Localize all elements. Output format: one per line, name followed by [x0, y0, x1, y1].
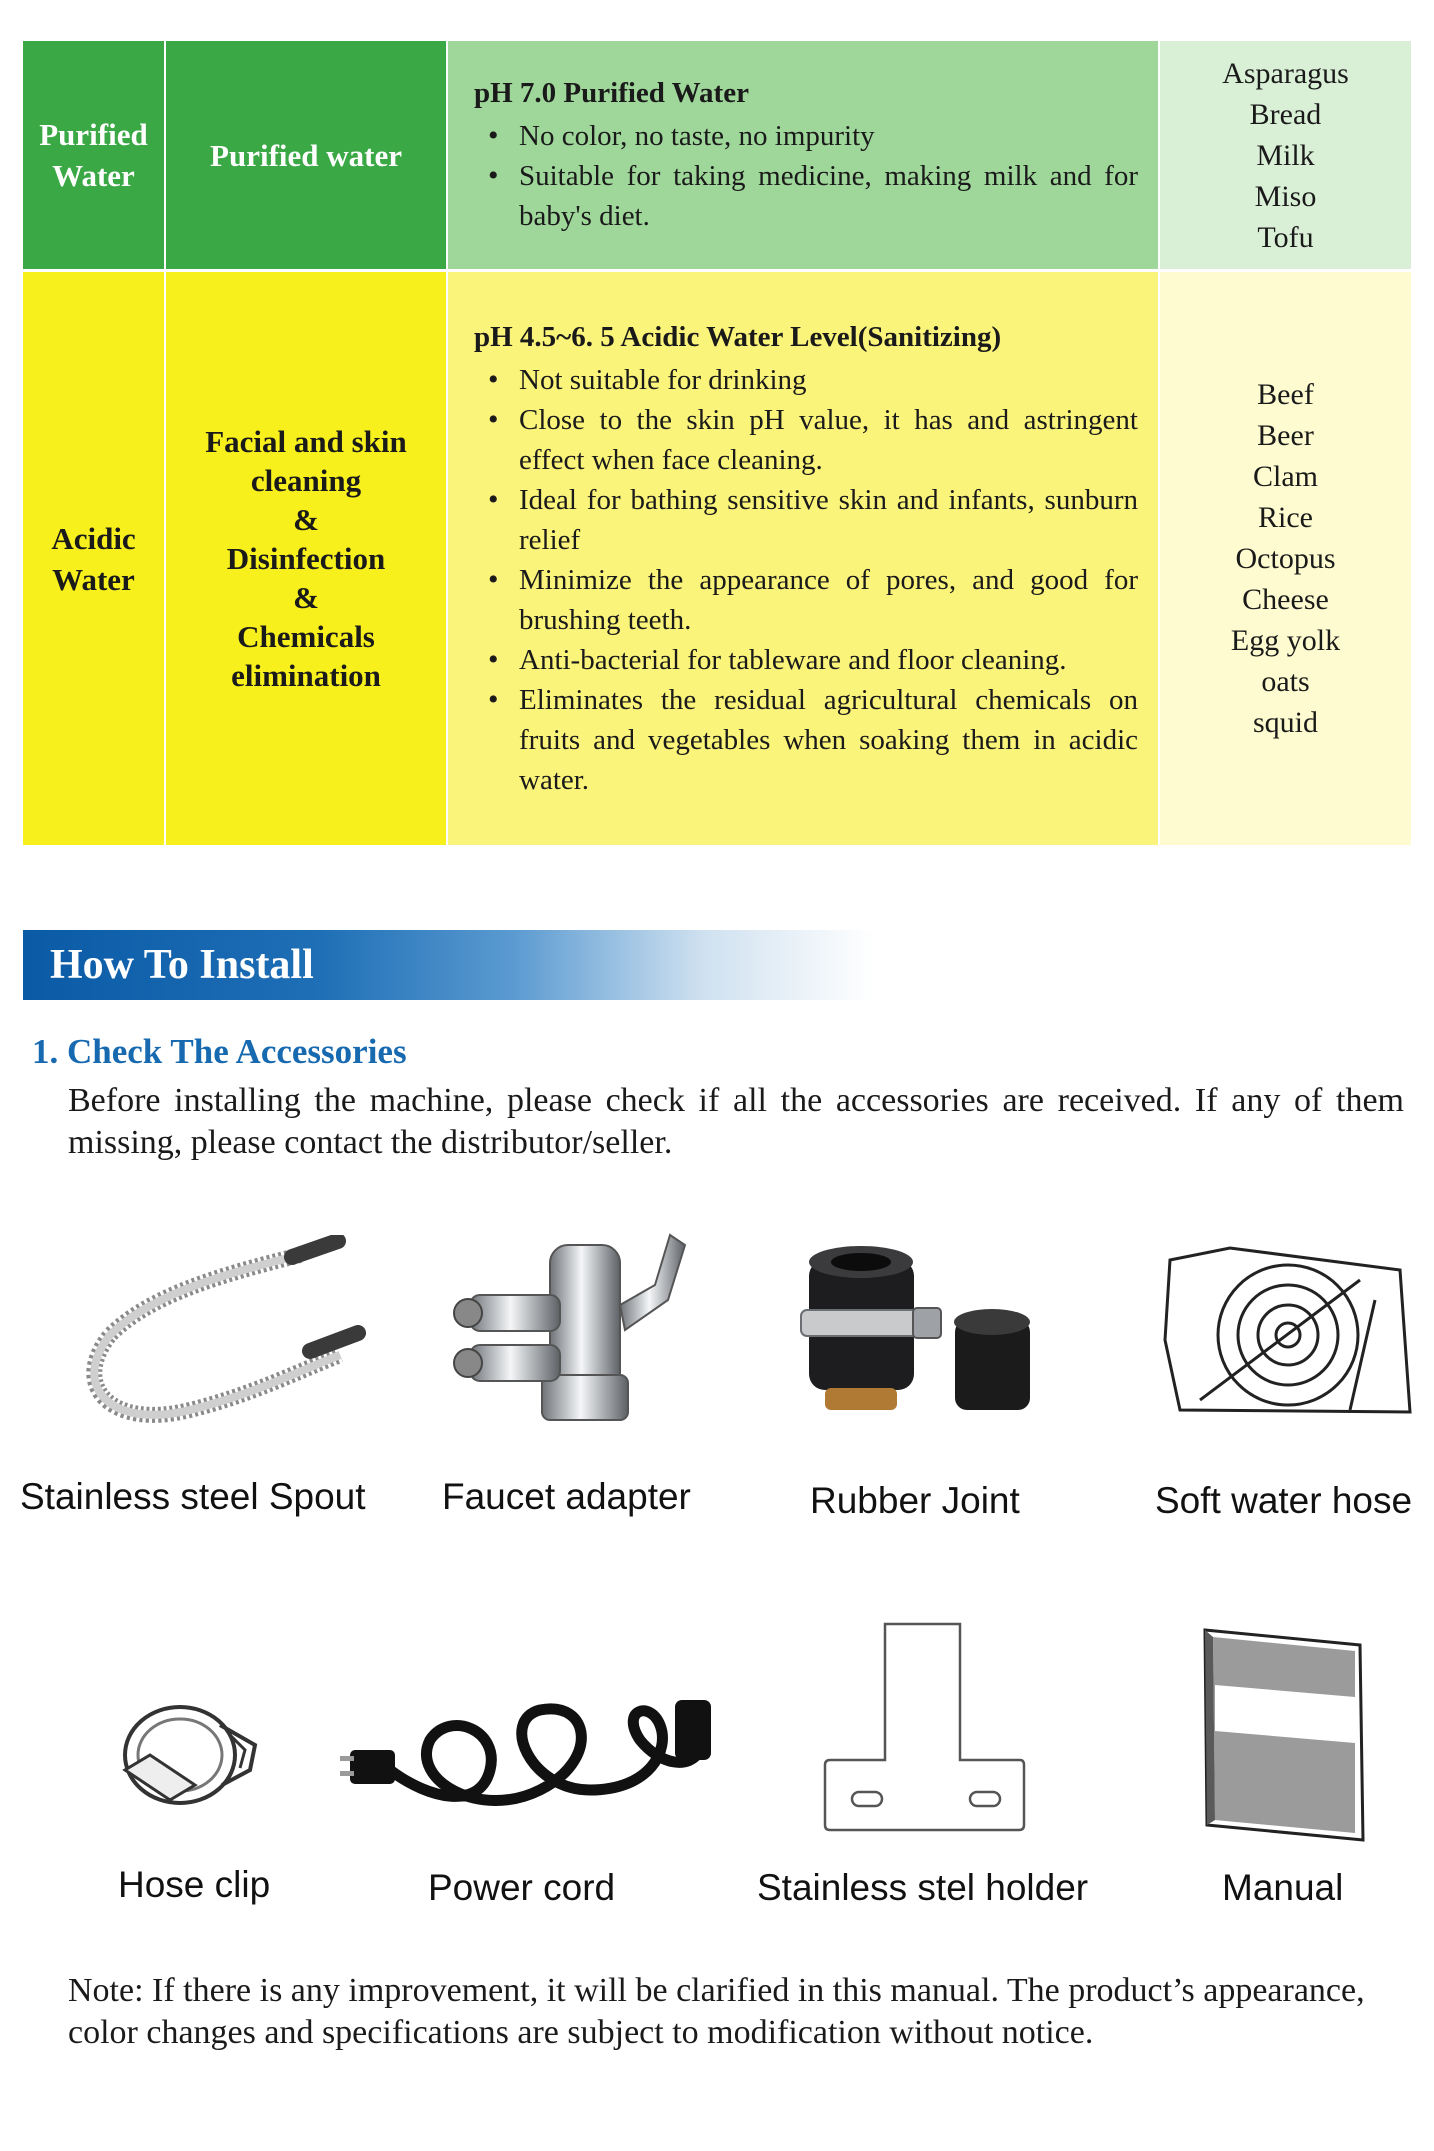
description-cell-purified — [448, 41, 1158, 269]
food-item: Miso — [1254, 179, 1317, 213]
accessory-label-hose: Soft water hose — [1155, 1480, 1413, 1521]
accessory-label-faucet-adapter: Faucet adapter — [442, 1476, 691, 1517]
spout-icon — [70, 1235, 370, 1435]
subsection-title: 1. Check The Accessories — [32, 1032, 407, 1071]
use-cell-acidic: Facial and skin cleaning & Disinfection & Chemicals elimination — [166, 272, 446, 845]
food-item: Beef — [1257, 378, 1314, 411]
food-item: Asparagus — [1222, 56, 1349, 90]
bullet-list-acidic — [474, 360, 1138, 800]
bullet-item: • Close to the skin pH value, it has and astringent effect when face cleaning. — [519, 400, 1138, 480]
bullet-item: • Ideal for bathing sensitive skin and infants, sunburn relief — [519, 480, 1138, 560]
bullet-list-purified — [474, 116, 1138, 236]
category-cell-purified: Purified Water — [23, 41, 164, 269]
note-paragraph: Note: If there is any improvement, it will be clarified in this manual. The product’s appearance, color changes and specifications are subject to modification without notice. — [68, 1972, 1365, 2051]
bullet-item: • Eliminates the residual agricultural chemicals on fruits and vegetables when soaking them in acidic water. — [519, 680, 1138, 800]
bullet-item: • Anti-bacterial for tableware and floor cleaning. — [519, 640, 1138, 680]
food-item: Bread — [1249, 97, 1322, 131]
rubber-joint-icon — [795, 1240, 1045, 1425]
food-item: Milk — [1256, 138, 1315, 172]
accessory-label-rubber-joint: Rubber Joint — [810, 1480, 1020, 1521]
food-item: oats — [1261, 665, 1310, 698]
food-item: Clam — [1253, 460, 1318, 493]
accessory-label-holder: Stainless stel holder — [757, 1867, 1089, 1908]
hose-clip-icon — [110, 1690, 270, 1820]
foods-cell-purified — [1160, 41, 1411, 269]
category-cell-acidic: Acidic Water — [23, 272, 164, 845]
food-item: Cheese — [1242, 583, 1329, 616]
ph-title-acidic: pH 4.5~6. 5 Acidic Water Level(Sanitizing) — [474, 320, 1002, 353]
foods-cell-acidic — [1160, 272, 1411, 845]
section-title: How To Install — [50, 942, 314, 988]
use-cell-purified: Purified water — [166, 41, 446, 269]
accessory-label-manual: Manual — [1222, 1867, 1344, 1908]
food-item: Egg yolk — [1230, 624, 1341, 657]
intro-paragraph: Before installing the machine, please check if all the accessories are received. If any of them missing, please contact the distributor/seller. — [68, 1082, 1404, 1161]
ph-title-purified: pH 7.0 Purified Water — [474, 77, 749, 109]
faucet-adapter-icon — [450, 1225, 690, 1435]
holder-icon — [820, 1620, 1030, 1835]
food-item: squid — [1252, 706, 1318, 739]
bullet-item: • No color, no taste, no impurity — [519, 116, 1138, 156]
bullet-item: • Minimize the appearance of pores, and good for brushing teeth. — [519, 560, 1138, 640]
accessory-label-power-cord: Power cord — [428, 1867, 616, 1908]
bullet-item: • Not suitable for drinking — [519, 360, 1138, 400]
food-item: Rice — [1258, 501, 1313, 534]
food-item: Octopus — [1235, 542, 1336, 575]
power-cord-icon — [340, 1670, 720, 1840]
food-item: Beer — [1257, 419, 1314, 452]
bullet-item: • Suitable for taking medicine, making milk and for baby's diet. — [519, 156, 1138, 236]
accessory-label-spout: Stainless steel Spout — [20, 1476, 366, 1517]
manual-icon — [1195, 1625, 1375, 1850]
description-cell-acidic — [448, 272, 1158, 845]
hose-icon — [1160, 1240, 1420, 1430]
food-item: Tofu — [1257, 220, 1314, 254]
accessory-label-hose-clip: Hose clip — [118, 1864, 271, 1905]
